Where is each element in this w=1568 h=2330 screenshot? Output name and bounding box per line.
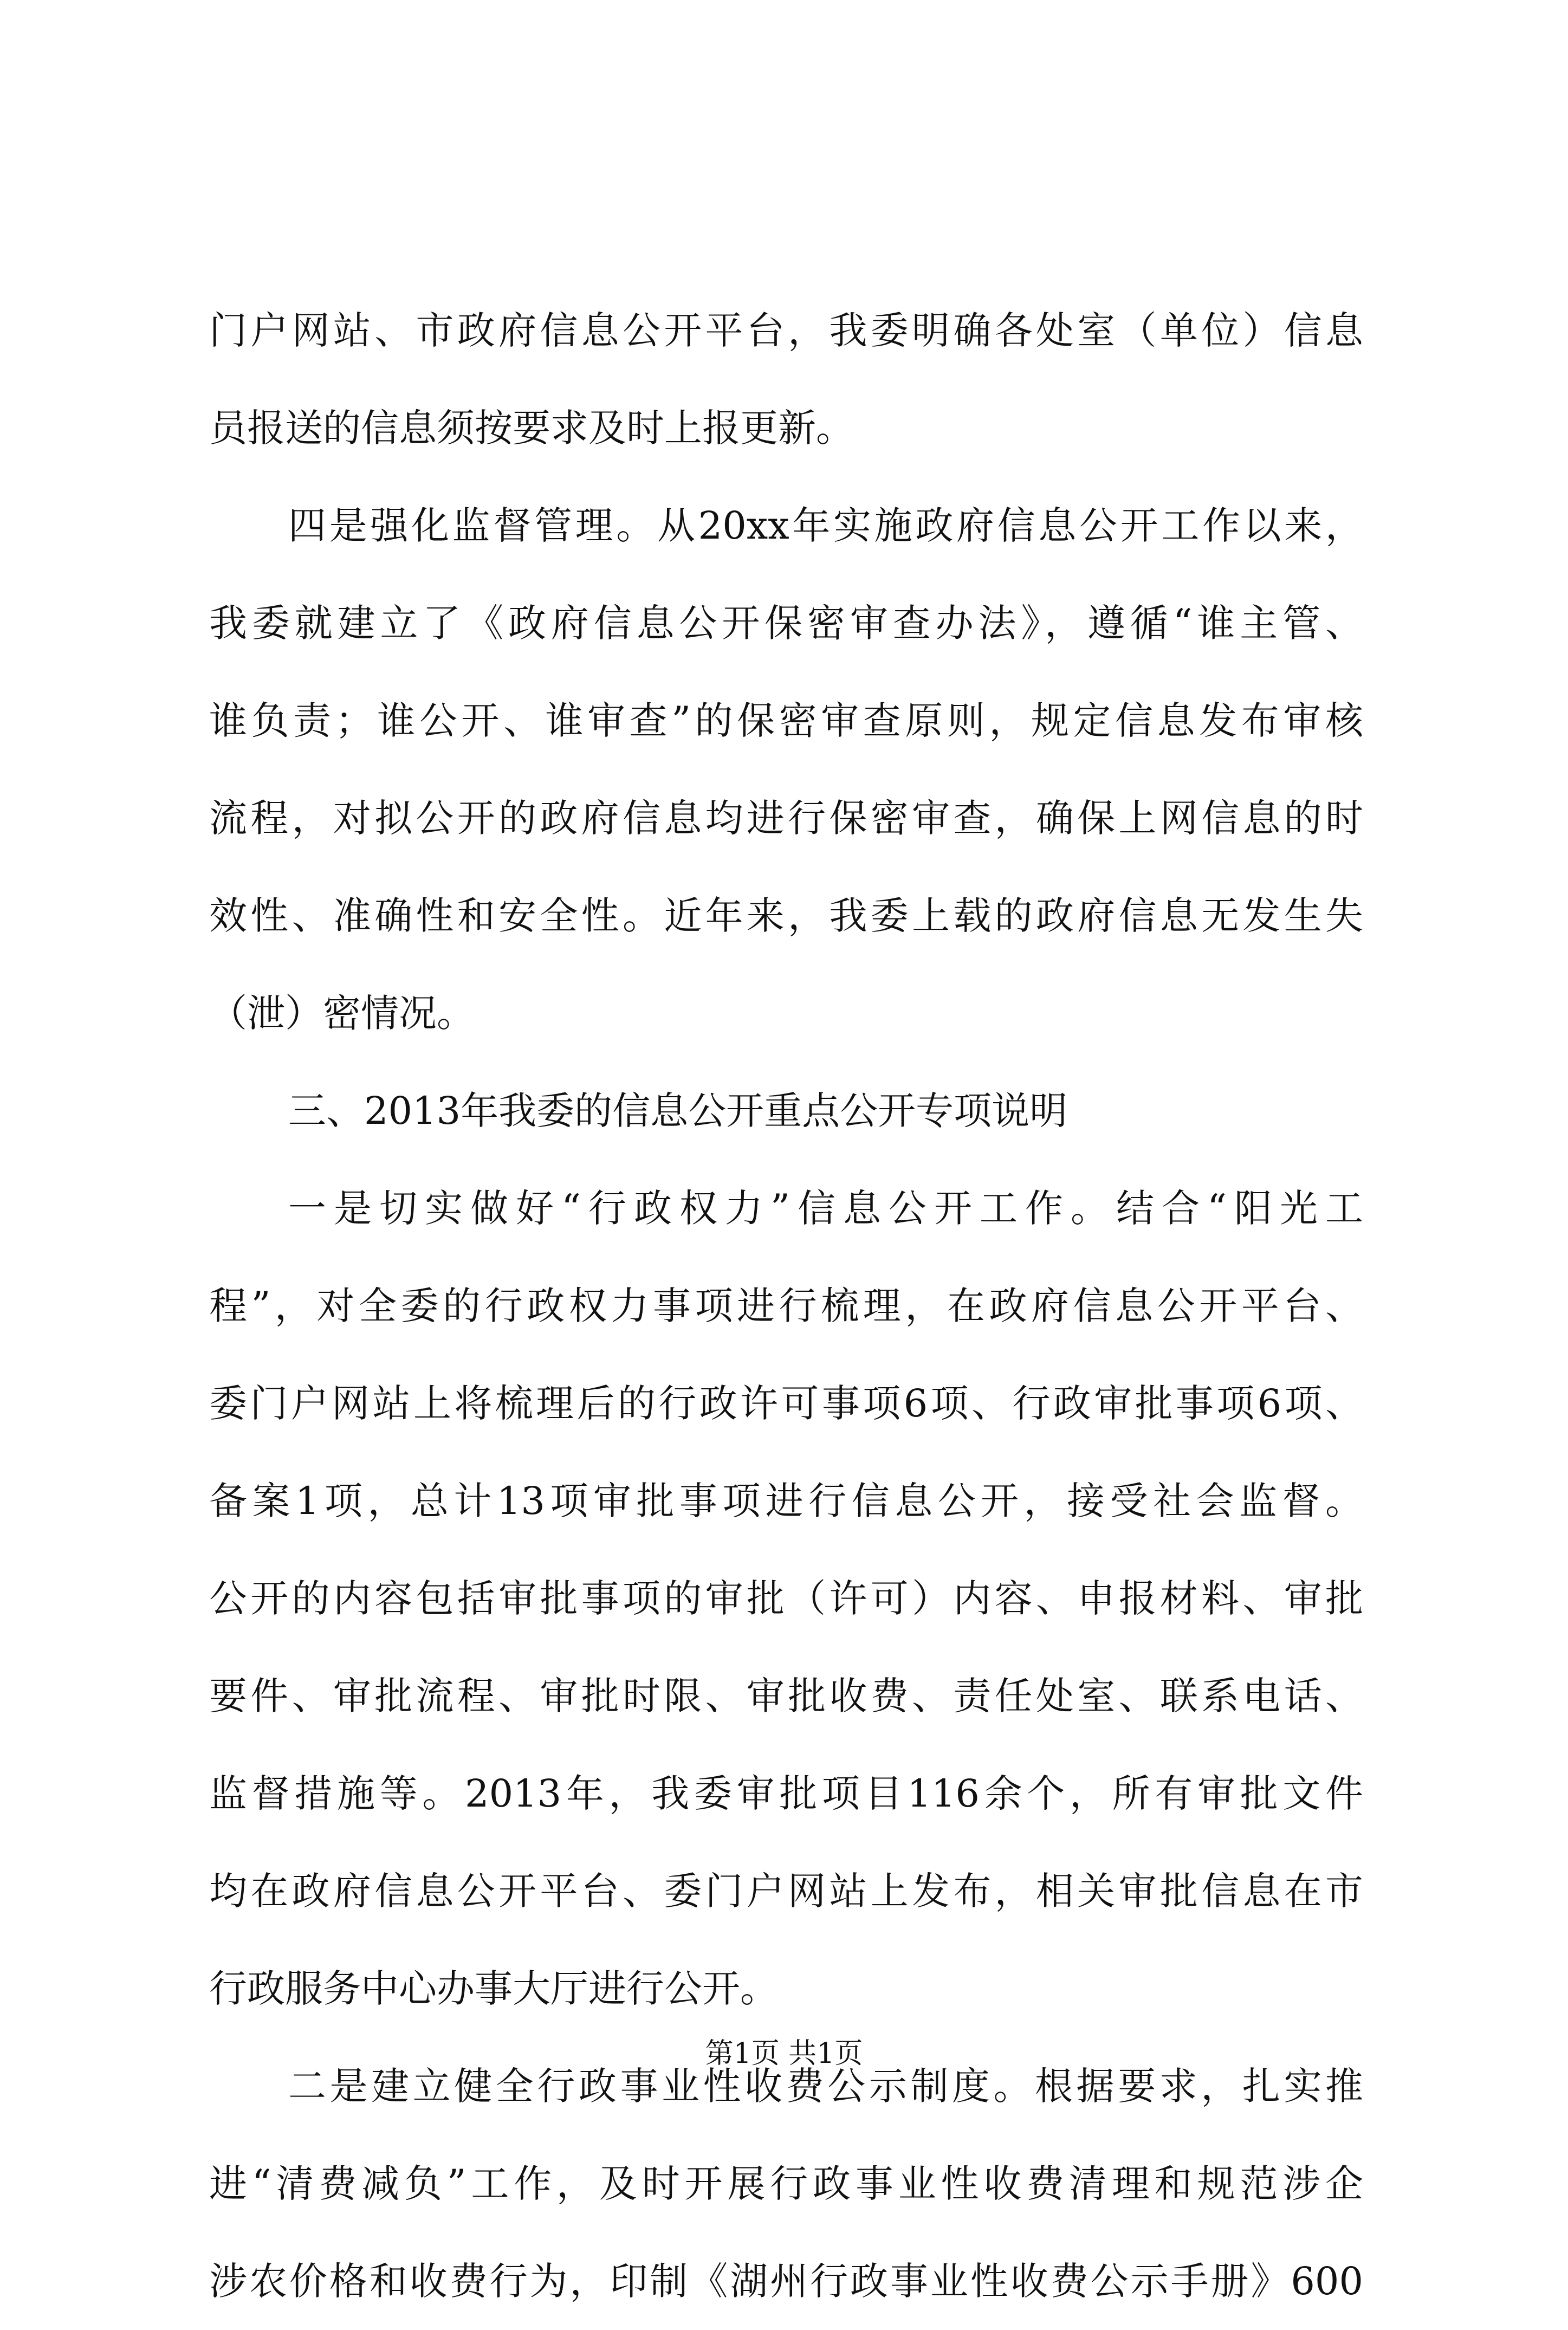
document-body [209,282,1363,2330]
body-line: 备案1项，总计13项审批事项进行信息公开，接受社会监督。 [209,1479,1363,1523]
body-line: 流程，对拟公开的政府信息均进行保密审查，确保上网信息的时 [209,796,1363,840]
body-line: （泄）密情况。 [209,991,475,1035]
body-line: 进“清费减负”工作，及时开展行政事业性收费清理和规范涉企 [209,2161,1363,2206]
body-line: 四是强化监督管理。从20xx年实施政府信息公开工作以来， [288,503,1363,548]
body-line: 行政服务中心办事大厅进行公开。 [209,1966,778,2011]
section-heading: 三、2013年我委的信息公开重点公开专项说明 [288,1089,1068,1133]
body-line: 监督措施等。2013年，我委审批项目116余个，所有审批文件 [209,1771,1363,1816]
body-line: 谁负责；谁公开、谁审查”的保密审查原则，规定信息发布审核 [209,698,1363,743]
body-line: 二是建立健全行政事业性收费公示制度。根据要求，扎实推 [288,2064,1363,2108]
body-line: 均在政府信息公开平台、委门户网站上发布，相关审批信息在市 [209,1869,1363,1913]
body-line: 一是切实做好“行政权力”信息公开工作。结合“阳光工 [288,1186,1363,1231]
body-line: 涉农价格和收费行为，印制《湖州行政事业性收费公示手册》600 [209,2259,1363,2303]
body-line: 员报送的信息须按要求及时上报更新。 [209,406,854,450]
body-line: 我委就建立了《政府信息公开保密审查办法》，遵循“谁主管、 [209,601,1363,645]
body-line: 委门户网站上将梳理后的行政许可事项6项、行政审批事项6项、 [209,1381,1363,1426]
body-line: 公开的内容包括审批事项的审批（许可）内容、申报材料、审批 [209,1576,1363,1621]
page-number-footer: 第1页 共1页 [705,2037,863,2070]
body-line: 要件、审批流程、审批时限、审批收费、责任处室、联系电话、 [209,1674,1363,1718]
body-line: 效性、准确性和安全性。近年来，我委上载的政府信息无发生失 [209,894,1363,938]
body-line: 门户网站、市政府信息公开平台，我委明确各处室（单位）信息 [209,308,1363,353]
body-line: 程”，对全委的行政权力事项进行梳理，在政府信息公开平台、 [209,1284,1363,1328]
